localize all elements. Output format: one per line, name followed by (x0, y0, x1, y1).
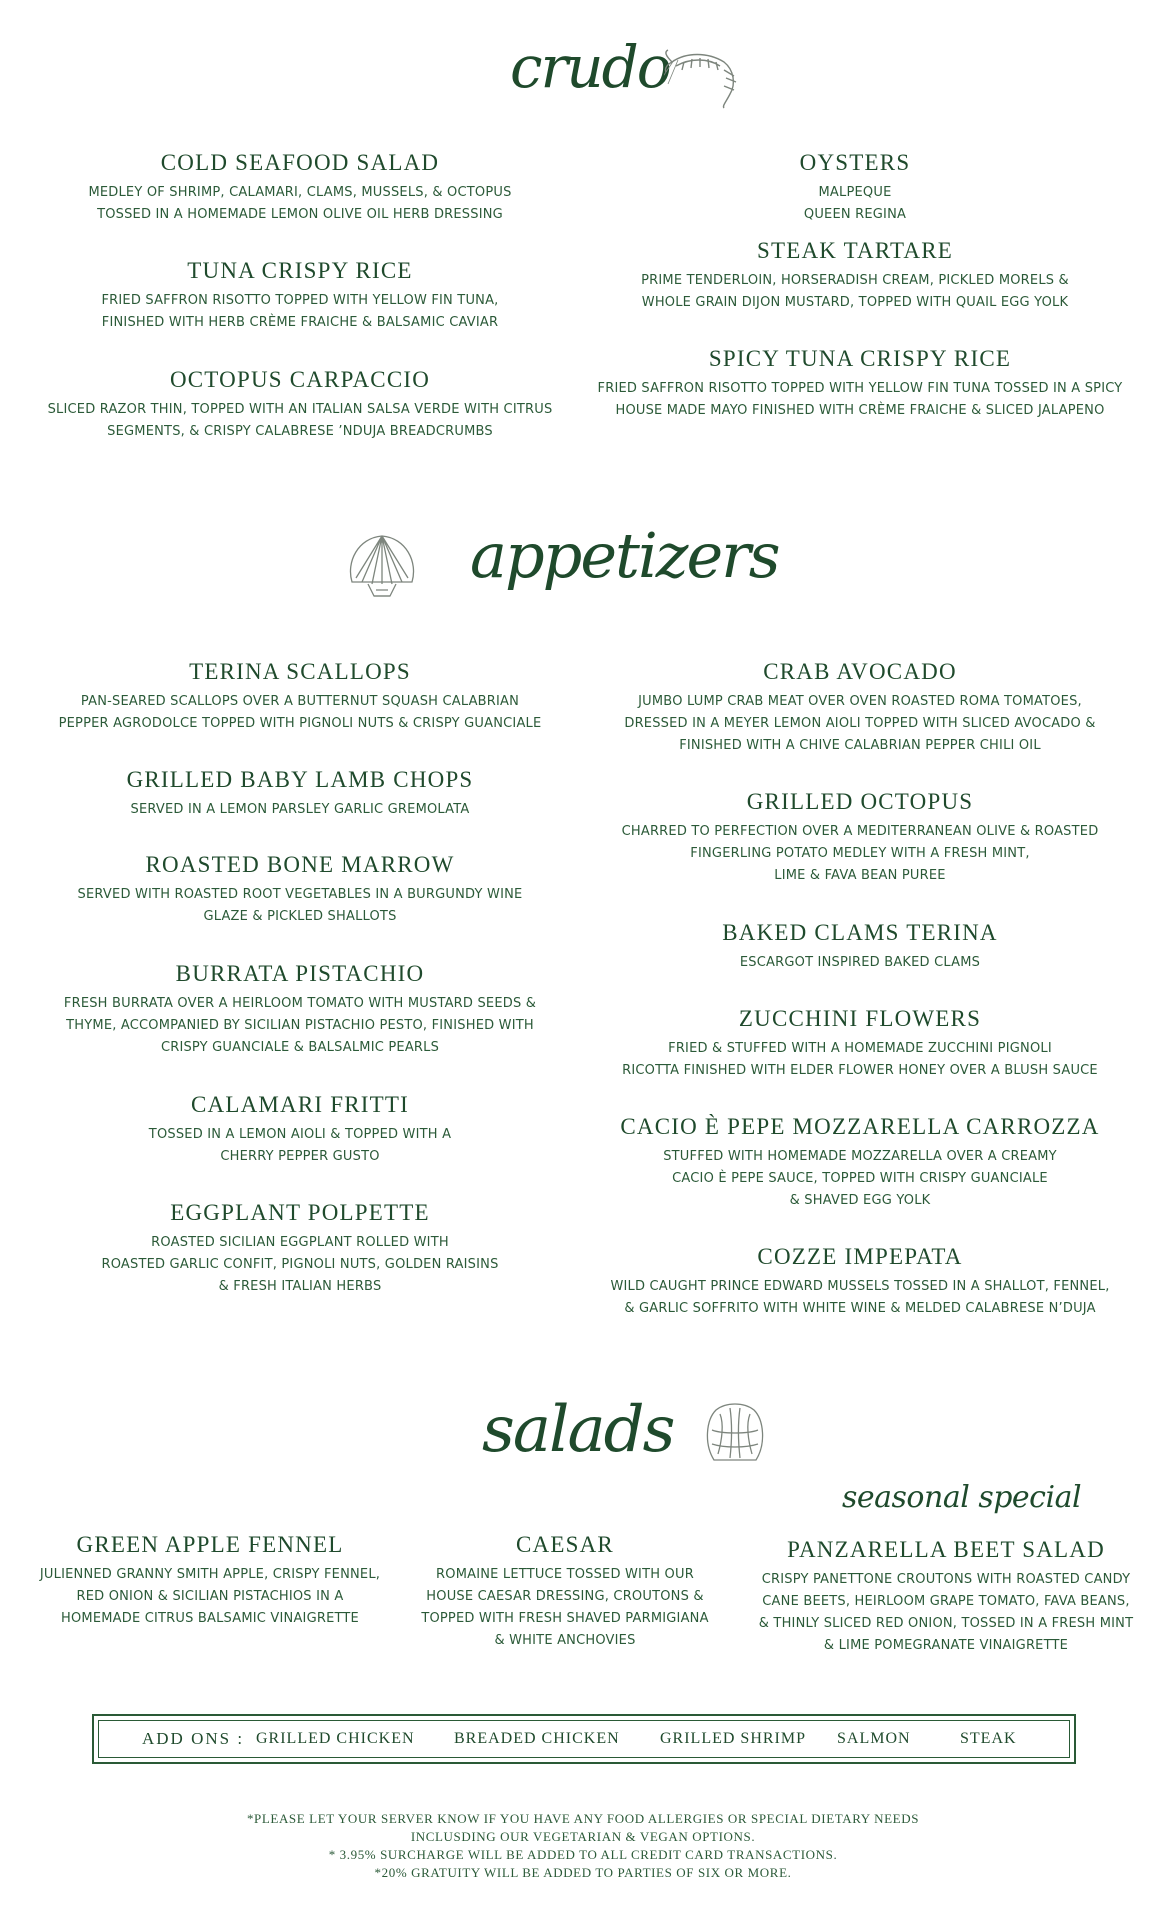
add-on-salmon: SALMON (837, 1730, 911, 1747)
add-on-breaded-chicken: BREADED CHICKEN (454, 1730, 620, 1747)
salads-section-title: salads (482, 1393, 674, 1467)
item-description: MALPEQUE QUEEN REGINA (803, 185, 907, 222)
crudo-section-title: crudo (510, 33, 670, 101)
item-description: SLICED RAZOR THIN, TOPPED WITH AN ITALIAN SALSA VERDE WITH CITRUS SEGMENTS, & CRISPY CALABRESE ’NDUJA BREADCRUMBS (47, 402, 553, 439)
item-name: SPICY TUNA CRISPY RICE (708, 346, 1012, 371)
note-vegetarian: INCLUSDING OUR VEGETARIAN & VEGAN OPTIONS. (410, 1829, 756, 1844)
add-on-grilled-shrimp: GRILLED SHRIMP (660, 1730, 807, 1747)
item-description: FRIED SAFFRON RISOTTO TOPPED WITH YELLOW FIN TUNA TOSSED IN A SPICY HOUSE MADE MAYO FINISHED WITH CRÈME FRAICHE & SLICED JALAPENO (597, 381, 1123, 418)
item-description: ROASTED SICILIAN EGGPLANT ROLLED WITH ROASTED GARLIC CONFIT, PIGNOLI NUTS, GOLDEN RAISINS & FRESH ITALIAN HERBS (101, 1235, 499, 1294)
item-name: BURRATA PISTACHIO (175, 961, 425, 986)
menu-item-zucchini-flowers (590, 1006, 1130, 1082)
menu-item-calamari-fritti (30, 1092, 570, 1168)
menu-item-caesar (400, 1532, 730, 1652)
item-description: FRIED & STUFFED WITH A HOMEMADE ZUCCHINI PIGNOLI RICOTTA FINISHED WITH ELDER FLOWER HONEY OVER A BLUSH SAUCE (622, 1041, 1098, 1078)
add-on-steak: STEAK (960, 1730, 1017, 1747)
item-name: COZZE IMPEPATA (757, 1244, 963, 1269)
item-name: CALAMARI FRITTI (191, 1092, 409, 1117)
seasonal-special-label: seasonal special (842, 1480, 1082, 1515)
item-name: ZUCCHINI FLOWERS (738, 1006, 982, 1031)
menu-item-green-apple-fennel (20, 1532, 400, 1630)
note-gratuity: *20% GRATUITY WILL BE ADDED TO PARTIES OF SIX OR MORE. (374, 1865, 792, 1880)
item-description: WILD CAUGHT PRINCE EDWARD MUSSELS TOSSED IN A SHALLOT, FENNEL, & GARLIC SOFFRITO WITH WHITE WINE & MELDED CALABRESE N’DUJA (610, 1279, 1110, 1316)
menu-item-roasted-bone-marrow (30, 852, 570, 928)
item-name: TERINA SCALLOPS (189, 659, 411, 684)
scallop-shell-icon (344, 532, 420, 602)
menu-item-panzarella-beet-salad (746, 1537, 1146, 1657)
item-description: FRIED SAFFRON RISOTTO TOPPED WITH YELLOW FIN TUNA, FINISHED WITH HERB CRÈME FRAICHE & BALSAMIC CAVIAR (101, 293, 499, 330)
item-name: OYSTERS (799, 150, 911, 175)
item-description: STUFFED WITH HOMEMADE MOZZARELLA OVER A CREAMY CACIO È PEPE SAUCE, TOPPED WITH CRISPY GUANCIALE & SHAVED EGG YOLK (663, 1149, 1057, 1208)
item-description: FRESH BURRATA OVER A HEIRLOOM TOMATO WITH MUSTARD SEEDS & THYME, ACCOMPANIED BY SICILIAN PISTACHIO PESTO, FINISHED WITH CRISPY GUANCIALE & BALSALMIC PEARLS (63, 996, 537, 1055)
item-name: GRILLED BABY LAMB CHOPS (126, 767, 474, 792)
item-name: OCTOPUS CARPACCIO (169, 367, 431, 392)
item-name: EGGPLANT POLPETTE (170, 1200, 430, 1225)
add-ons-label: ADD ONS : (142, 1729, 245, 1748)
item-description: ESCARGOT INSPIRED BAKED CLAMS (739, 955, 981, 970)
item-description: PRIME TENDERLOIN, HORSERADISH CREAM, PICKLED MORELS & WHOLE GRAIN DIJON MUSTARD, TOPPED WITH QUAIL EGG YOLK (641, 273, 1069, 310)
menu-item-steak-tartare (580, 238, 1130, 314)
item-name: CAESAR (516, 1532, 614, 1557)
menu-item-crab-avocado (590, 659, 1130, 757)
item-description: PAN-SEARED SCALLOPS OVER A BUTTERNUT SQUASH CALABRIAN PEPPER AGRODOLCE TOPPED WITH PIGNOLI NUTS & CRISPY GUANCIALE (58, 694, 542, 731)
menu-item-octopus-carpaccio (20, 367, 580, 443)
note-surcharge: * 3.95% SURCHARGE WILL BE ADDED TO ALL CREDIT CARD TRANSACTIONS. (328, 1847, 838, 1862)
oyster-shell-icon (702, 1400, 768, 1464)
footer-notes (0, 1810, 1166, 1882)
item-description: CHARRED TO PERFECTION OVER A MEDITERRANEAN OLIVE & ROASTED FINGERLING POTATO MEDLEY WITH A FRESH MINT, LIME & FAVA BEAN PUREE (621, 824, 1099, 883)
item-name: STEAK TARTARE (756, 238, 954, 263)
menu-item-spicy-tuna-crispy-rice (580, 346, 1140, 422)
add-on-grilled-chicken: GRILLED CHICKEN (256, 1730, 415, 1747)
item-name: PANZARELLA BEET SALAD (787, 1537, 1105, 1562)
item-description: JUMBO LUMP CRAB MEAT OVER OVEN ROASTED ROMA TOMATOES, DRESSED IN A MEYER LEMON AIOLI TOPPED WITH SLICED AVOCADO & FINISHED WITH A CHIVE CALABRIAN PEPPER CHILI OIL (624, 694, 1096, 753)
item-name: ROASTED BONE MARROW (145, 852, 455, 877)
item-name: CRAB AVOCADO (763, 659, 957, 684)
menu-item-grilled-baby-lamb-chops (30, 767, 570, 821)
menu-item-cacio-e-pepe-mozzarella-carrozza (590, 1114, 1130, 1212)
menu-item-oysters (580, 150, 1130, 226)
menu-item-cold-seafood-salad (30, 150, 570, 226)
item-description: MEDLEY OF SHRIMP, CALAMARI, CLAMS, MUSSELS, & OCTOPUS TOSSED IN A HOMEMADE LEMON OLIVE OIL HERB DRESSING (88, 185, 512, 222)
item-description: ROMAINE LETTUCE TOSSED WITH OUR HOUSE CAESAR DRESSING, CROUTONS & TOPPED WITH FRESH SHAVED PARMIGIANA & WHITE ANCHOVIES (421, 1567, 709, 1648)
menu-item-grilled-octopus (590, 789, 1130, 887)
menu-item-terina-scallops (30, 659, 570, 735)
note-allergies: *PLEASE LET YOUR SERVER KNOW IF YOU HAVE ANY FOOD ALLERGIES OR SPECIAL DIETARY NEEDS (246, 1811, 920, 1826)
menu-item-eggplant-polpette (30, 1200, 570, 1298)
shrimp-icon (664, 48, 744, 110)
menu-item-cozze-impepata (590, 1244, 1130, 1320)
item-name: GRILLED OCTOPUS (746, 789, 974, 814)
menu-item-baked-clams-terina (590, 920, 1130, 974)
item-name: COLD SEAFOOD SALAD (160, 150, 440, 175)
item-name: TUNA CRISPY RICE (187, 258, 413, 283)
item-name: CACIO È PEPE MOZZARELLA CARROZZA (620, 1114, 1100, 1139)
item-description: SERVED WITH ROASTED ROOT VEGETABLES IN A BURGUNDY WINE GLAZE & PICKLED SHALLOTS (77, 887, 523, 924)
item-description: SERVED IN A LEMON PARSLEY GARLIC GREMOLATA (130, 802, 470, 817)
menu-item-burrata-pistachio (30, 961, 570, 1059)
item-description: JULIENNED GRANNY SMITH APPLE, CRISPY FENNEL, RED ONION & SICILIAN PISTACHIOS IN A HOMEMADE CITRUS BALSAMIC VINAIGRETTE (39, 1567, 381, 1626)
item-description: CRISPY PANETTONE CROUTONS WITH ROASTED CANDY CANE BEETS, HEIRLOOM GRAPE TOMATO, FAVA BEANS, & THINLY SLICED RED ONION, TOSSED IN A FRESH MINT & LIME POMEGRANATE VINAIGRETTE (758, 1572, 1134, 1653)
menu-item-tuna-crispy-rice (30, 258, 570, 334)
item-description: TOSSED IN A LEMON AIOLI & TOPPED WITH A CHERRY PEPPER GUSTO (148, 1127, 452, 1164)
item-name: BAKED CLAMS TERINA (722, 920, 998, 945)
add-ons-box (92, 1714, 1076, 1764)
item-name: GREEN APPLE FENNEL (76, 1532, 344, 1557)
appetizers-section-title: appetizers (470, 519, 779, 592)
